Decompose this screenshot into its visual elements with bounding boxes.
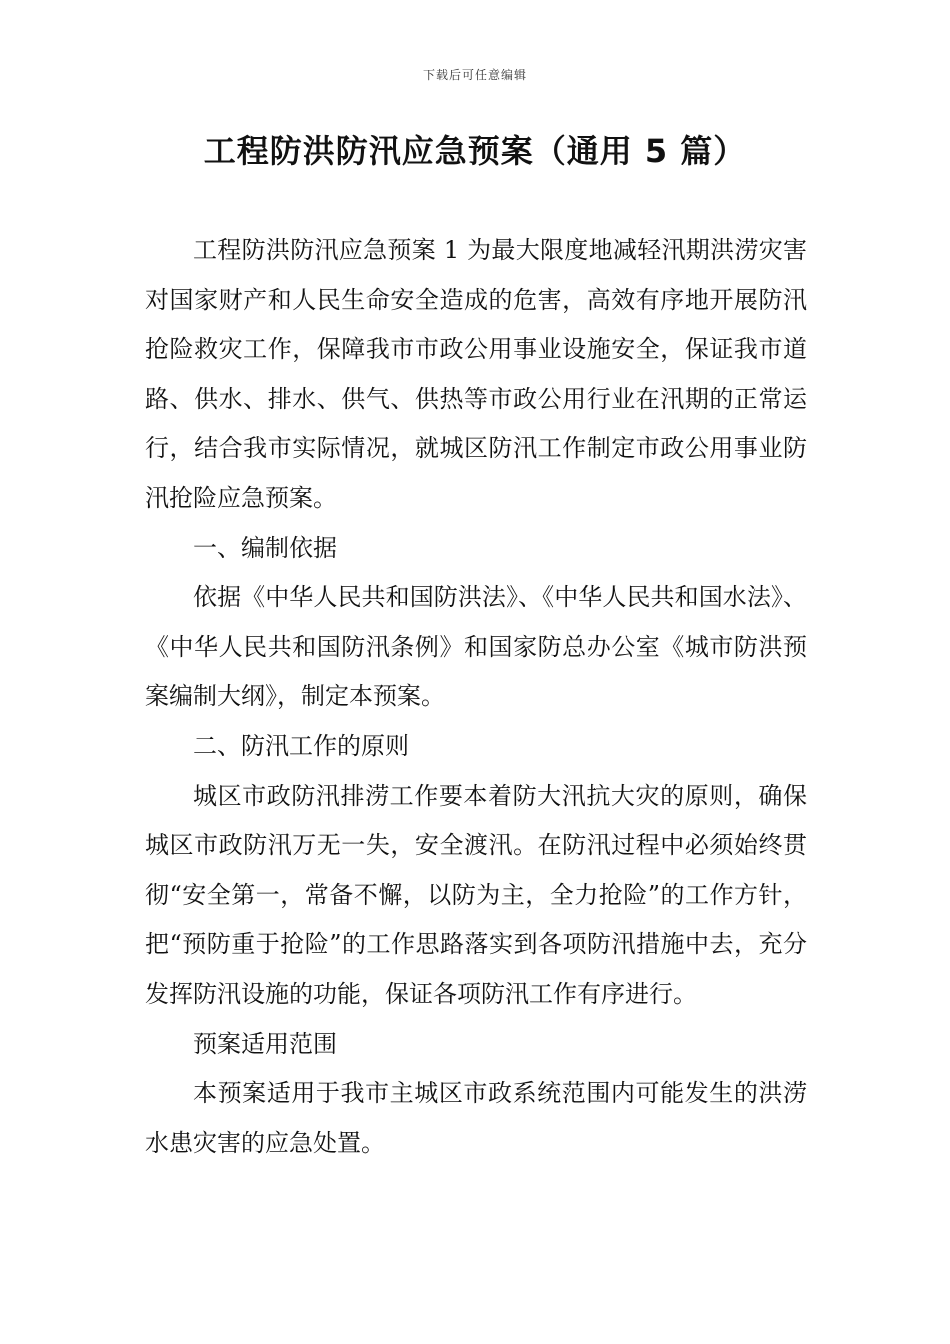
section-heading-principles: 二、防汛工作的原则 [193,731,409,760]
paragraph-intro: 工程防洪防汛应急预案 1 为最大限度地减轻汛期洪涝灾害对国家财产和人民生命安全造成的危害，高效有序地开展防汛抢险救灾工作，保障我市市政公用事业设施安全，保证我市道路、供水、排水、供气、供热等市政公用行业在汛期的正常运行，结合我市实际情况，就城区防汛工作制定市政公用事业防汛抢险应急预案。 [145,236,807,512]
section-heading-basis: 一、编制依据 [193,533,337,562]
document-body [145,226,807,1168]
section-heading-scope: 预案适用范围 [193,1029,337,1058]
paragraph-basis: 依据《中华人民共和国防洪法》、《中华人民共和国水法》、《中华人民共和国防汛条例》和国家防总办公室《城市防洪预案编制大纲》，制定本预案。 [145,583,807,711]
paragraph-principles: 城区市政防汛排涝工作要本着防大汛抗大灾的原则，确保城区市政防汛万无一失，安全渡汛。在防汛过程中必须始终贯彻“安全第一，常备不懈，以防为主，全力抢险”的工作方针，把“预防重于抢险”的工作思路落实到各项防汛措施中去，充分发挥防汛设施的功能，保证各项防汛工作有序进行。 [145,781,807,1008]
document-title: 工程防洪防汛应急预案（通用 5 篇） [203,132,747,170]
paragraph-scope: 本预案适用于我市主城区市政系统范围内可能发生的洪涝水患灾害的应急处置。 [145,1079,807,1157]
header-note: 下载后可任意编辑 [422,68,527,82]
